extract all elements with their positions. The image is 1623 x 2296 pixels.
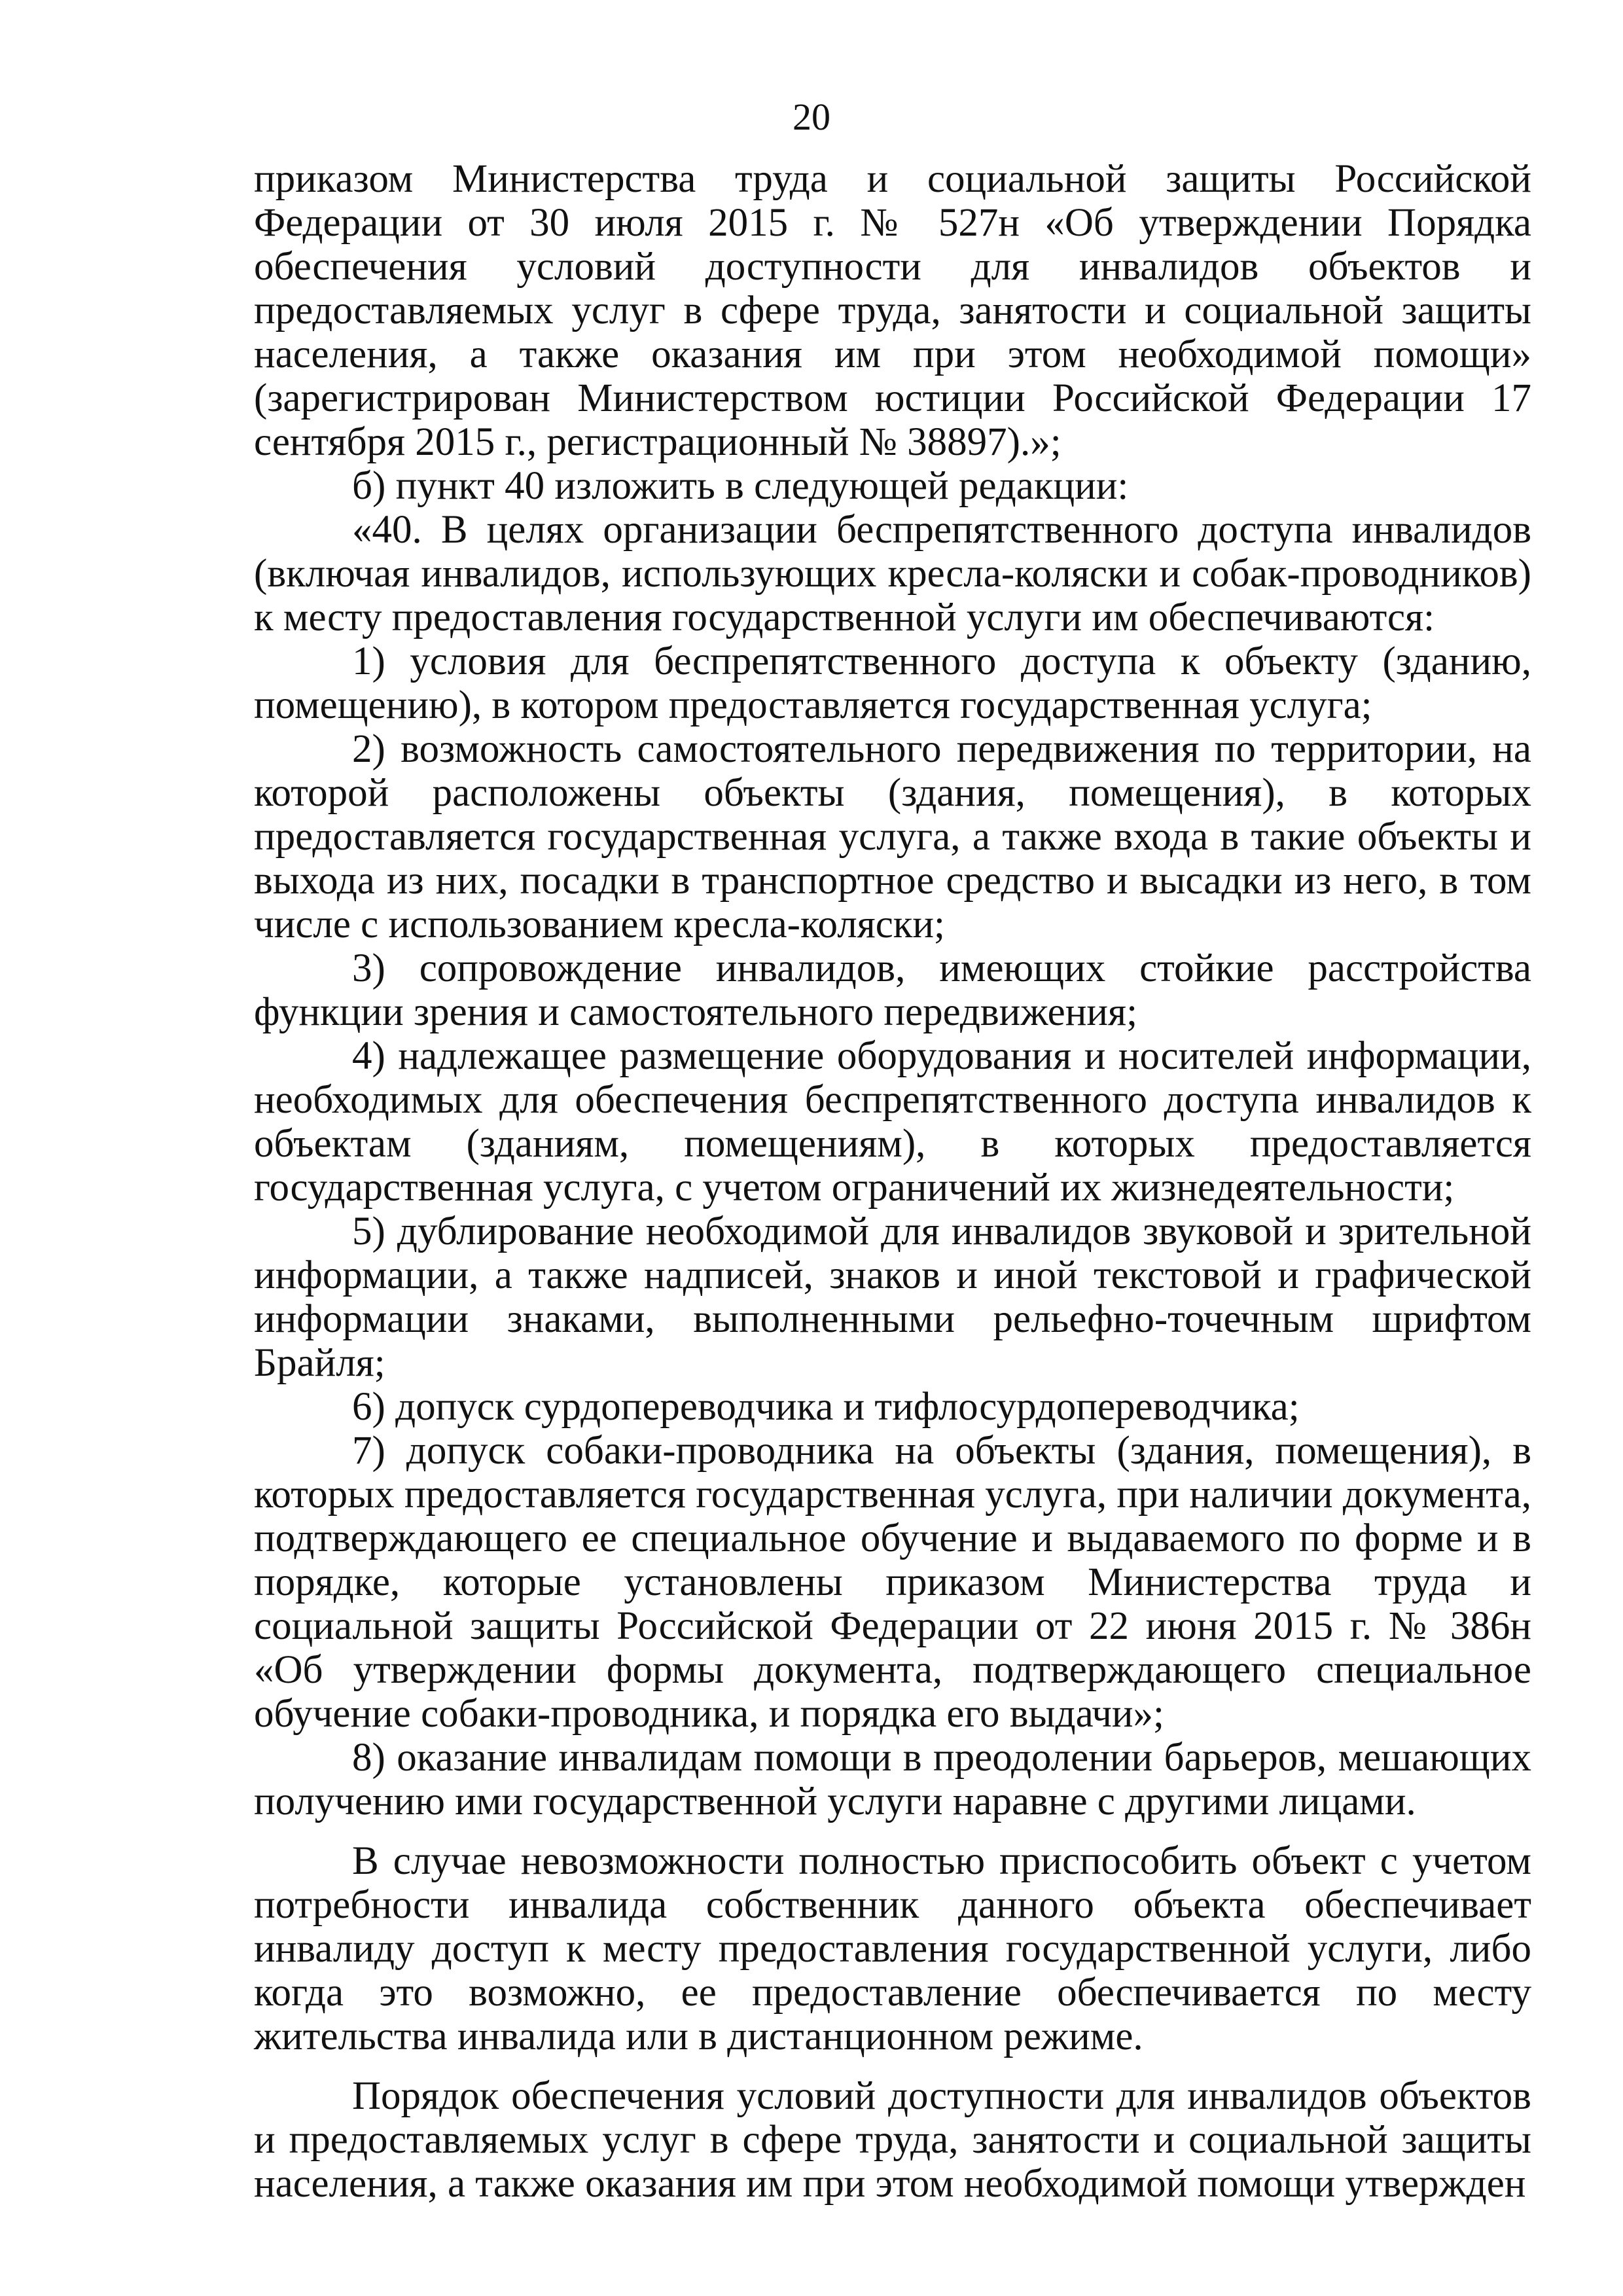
paragraph-impossibility-case: В случае невозможности полностью приспособить объект с учетом потребности инвалида собственник данного объекта обеспечивает инвалиду доступ к месту предоставления государственной услуги, либо когда это возможно, ее предоставление обеспечивается по месту жительства инвалида или в дистанционном режиме. bbox=[254, 1839, 1531, 2058]
paragraph-accessibility-procedure: Порядок обеспечения условий доступности для инвалидов объектов и предоставляемых услуг в сфере труда, занятости и социальной защиты населения, а также оказания им при этом необходимой помощи утвержден bbox=[254, 2074, 1531, 2206]
document-body bbox=[254, 157, 1531, 2206]
list-item-1: 1) условия для беспрепятственного доступа к объекту (зданию, помещению), в котором предоставляется государственная услуга; bbox=[254, 639, 1531, 727]
page-number: 20 bbox=[793, 96, 830, 138]
list-item-5: 5) дублирование необходимой для инвалидов звуковой и зрительной информации, а также надписей, знаков и иной текстовой и графической информации знаками, выполненными рельефно-точечным шрифтом Брайля; bbox=[254, 1210, 1531, 1385]
paragraph-order-reference-continuation: приказом Министерства труда и социальной защиты Российской Федерации от 30 июля 2015 г. № 527н «Об утверждении Порядка обеспечения условий доступности для инвалидов объектов и предоставляемых услуг в сфере труда, занятости и социальной защиты населения, а также оказания им при этом необходимой помощи» (зарегистрирован Министерством юстиции Российской Федерации 17 сентября 2015 г., регистрационный № 38897).»; bbox=[254, 157, 1531, 464]
paragraph-item-40-intro: «40. В целях организации беспрепятственного доступа инвалидов (включая инвалидов, использующих кресла-коляски и собак-проводников) к месту предоставления государственной услуги им обеспечиваются: bbox=[254, 508, 1531, 639]
list-item-3: 3) сопровождение инвалидов, имеющих стойкие расстройства функции зрения и самостоятельного передвижения; bbox=[254, 946, 1531, 1034]
list-item-7: 7) допуск собаки-проводника на объекты (здания, помещения), в которых предоставляется государственная услуга, при наличии документа, подтверждающего ее специальное обучение и выдаваемого по форме и в порядке, которые установлены приказом Министерства труда и социальной защиты Российской Федерации от 22 июня 2015 г. № 386н «Об утверждении формы документа, подтверждающего специальное обучение собаки-проводника, и порядка его выдачи»; bbox=[254, 1429, 1531, 1736]
list-item-4: 4) надлежащее размещение оборудования и носителей информации, необходимых для обеспечения беспрепятственного доступа инвалидов к объектам (зданиям, помещениям), в которых предоставляется государственная услуга, с учетом ограничений их жизнедеятельности; bbox=[254, 1034, 1531, 1210]
list-item-8: 8) оказание инвалидам помощи в преодолении барьеров, мешающих получению ими государственной услуги наравне с другими лицами. bbox=[254, 1736, 1531, 1823]
list-item-2: 2) возможность самостоятельного передвижения по территории, на которой расположены объекты (здания, помещения), в которых предоставляется государственная услуга, а также входа в такие объекты и выхода из них, посадки в транспортное средство и высадки из него, в том числе с использованием кресла-коляски; bbox=[254, 727, 1531, 946]
list-item-6: 6) допуск сурдопереводчика и тифлосурдопереводчика; bbox=[352, 1385, 1300, 1429]
paragraph-subitem-b: б) пункт 40 изложить в следующей редакции: bbox=[352, 464, 1129, 508]
